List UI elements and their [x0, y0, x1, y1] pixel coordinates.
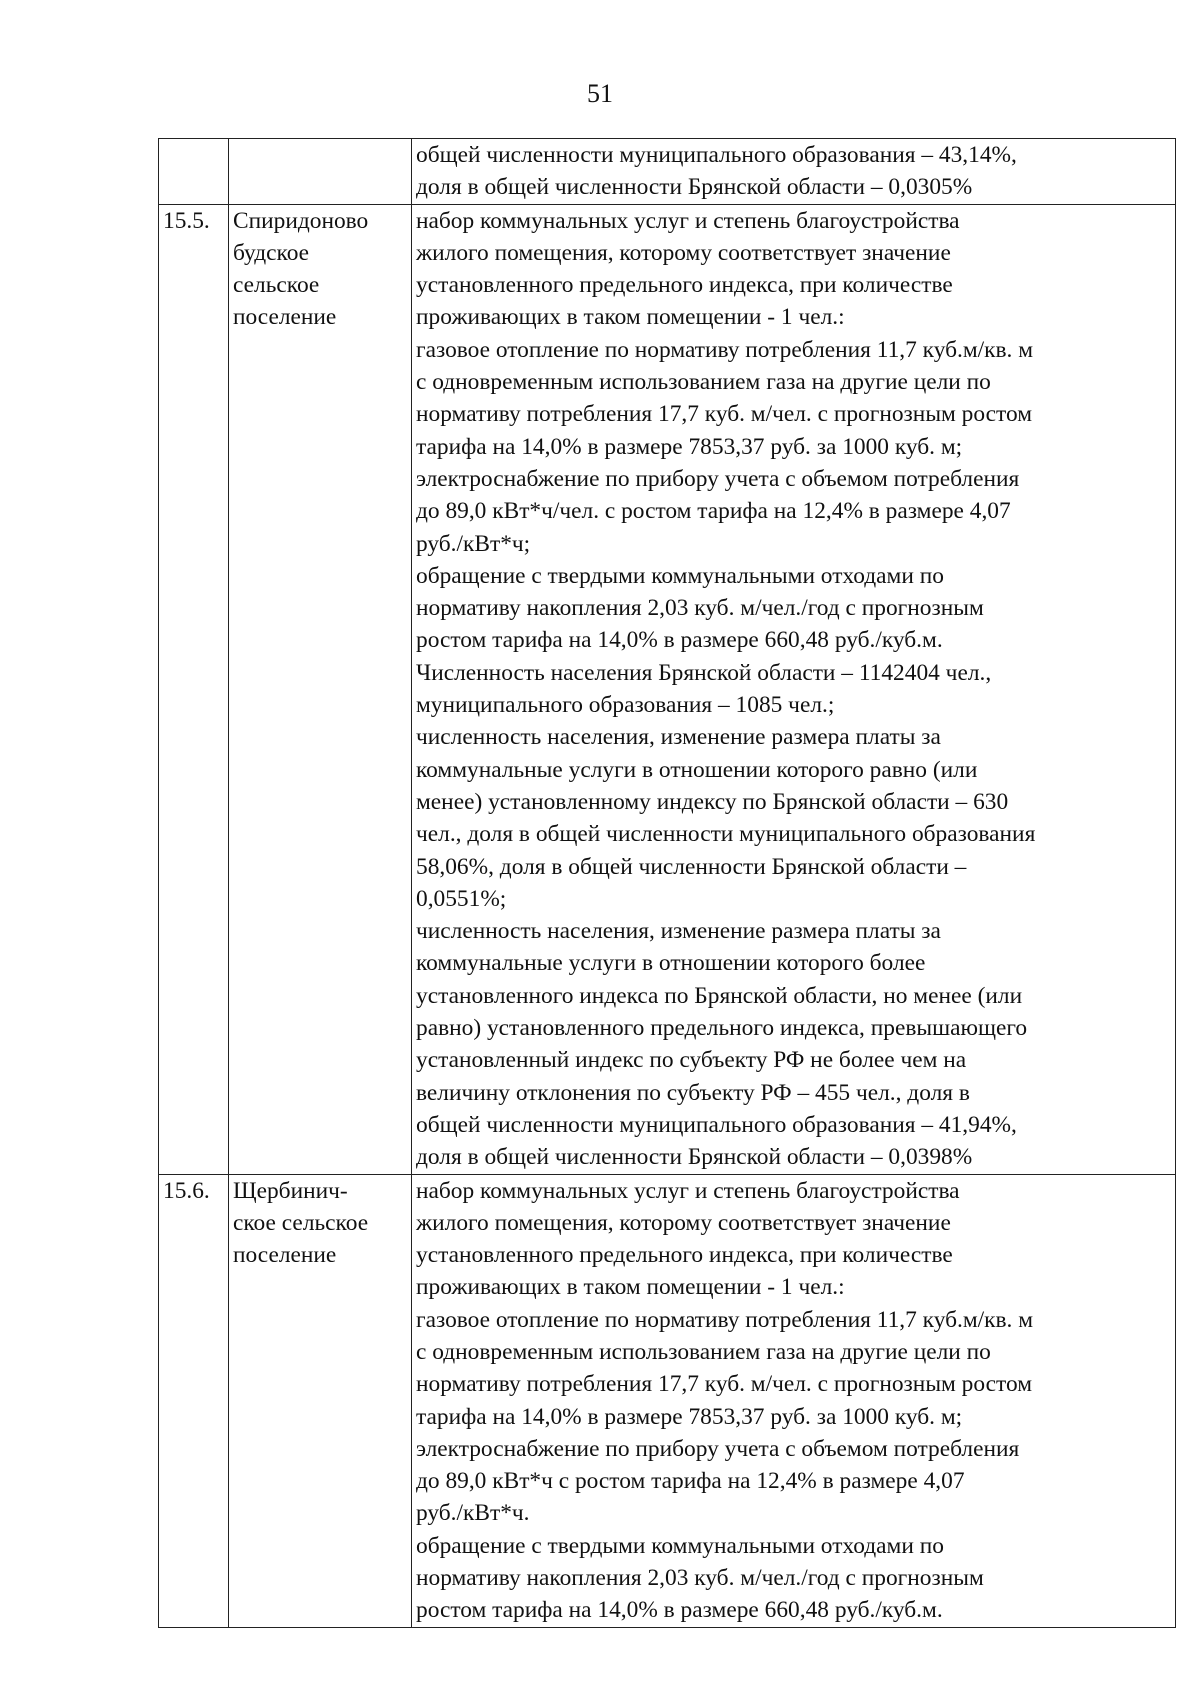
description-line: общей численности муниципального образования – 41,94%, — [416, 1111, 1017, 1138]
description-line: доля в общей численности Брянской области – 0,0305% — [416, 174, 973, 201]
description-line: жилого помещения, которому соответствует значение — [416, 1209, 951, 1236]
settlement-name-line: будское — [233, 239, 310, 266]
description-line: с одновременным использованием газа на другие цели по — [416, 1338, 991, 1365]
description-line: Численность населения Брянской области – 1142404 чел., — [416, 659, 992, 686]
description-line: проживающих в таком помещении - 1 чел.: — [416, 1274, 845, 1301]
description-line: электроснабжение по прибору учета с объемом потребления — [416, 1435, 1020, 1462]
settlement-name-line: ское сельское — [233, 1209, 369, 1236]
description-line: газовое отопление по нормативу потребления 11,7 куб.м/кв. м — [416, 1306, 1034, 1333]
settlement-name-cell — [229, 1174, 412, 1627]
description-line: общей численности муниципального образования – 43,14%, — [416, 142, 1017, 168]
description-line: установленный индекс по субъекту РФ не более чем на — [416, 1047, 967, 1074]
description-line: руб./кВт*ч. — [416, 1500, 530, 1527]
description-line: до 89,0 кВт*ч с ростом тарифа на 12,4% в размере 4,07 — [416, 1468, 965, 1495]
description-line: равно) установленного предельного индекса, превышающего — [416, 1015, 1028, 1042]
settlement-name-line: Спиридоново — [233, 207, 369, 234]
settlement-name-cell — [229, 139, 412, 205]
settlement-name-line: Щербинич- — [233, 1177, 348, 1204]
description-line: установленного предельного индекса, при количестве — [416, 272, 953, 299]
description-line: обращение с твердыми коммунальными отходами по — [416, 1532, 944, 1559]
description-line: ростом тарифа на 14,0% в размере 660,48 руб./куб.м. — [416, 627, 943, 654]
description-line: жилого помещения, которому соответствует значение — [416, 239, 951, 266]
settlement-name-cell — [229, 204, 412, 1174]
description-line: газовое отопление по нормативу потребления 11,7 куб.м/кв. м — [416, 336, 1034, 363]
settlement-name-line: сельское — [233, 272, 320, 299]
row-number: 15.5. — [163, 207, 210, 234]
description-line: нормативу потребления 17,7 куб. м/чел. с прогнозным ростом — [416, 1371, 1033, 1398]
settlement-name-line: поселение — [233, 304, 337, 331]
tariff-table — [158, 138, 1176, 1628]
description-cell — [412, 1174, 1176, 1627]
description-line: набор коммунальных услуг и степень благоустройства — [416, 207, 960, 234]
description-cell — [412, 204, 1176, 1174]
table-row — [159, 1174, 1176, 1627]
page-number: 51 — [587, 79, 613, 108]
description-line: коммунальные услуги в отношении которого равно (или — [416, 756, 978, 783]
description-line: коммунальные услуги в отношении которого более — [416, 950, 926, 977]
row-number-cell — [159, 204, 229, 1174]
description-line: набор коммунальных услуг и степень благоустройства — [416, 1177, 960, 1204]
description-line: проживающих в таком помещении - 1 чел.: — [416, 304, 845, 331]
description-line: обращение с твердыми коммунальными отходами по — [416, 562, 944, 589]
description-line: муниципального образования – 1085 чел.; — [416, 692, 835, 719]
description-line: электроснабжение по прибору учета с объемом потребления — [416, 465, 1020, 492]
description-line: доля в общей численности Брянской области – 0,0398% — [416, 1144, 973, 1171]
description-cell — [412, 139, 1176, 205]
description-line: величину отклонения по субъекту РФ – 455 чел., доля в — [416, 1079, 970, 1106]
description-line: численность населения, изменение размера платы за — [416, 724, 941, 751]
description-line: до 89,0 кВт*ч/чел. с ростом тарифа на 12,4% в размере 4,07 — [416, 498, 1011, 525]
description-line: ростом тарифа на 14,0% в размере 660,48 руб./куб.м. — [416, 1597, 943, 1624]
description-line: численность населения, изменение размера платы за — [416, 918, 941, 945]
table-row — [159, 139, 1176, 205]
tariff-table-body — [159, 139, 1176, 1628]
description-line: тарифа на 14,0% в размере 7853,37 руб. за 1000 куб. м; — [416, 433, 963, 460]
description-line: нормативу накопления 2,03 куб. м/чел./год с прогнозным — [416, 1565, 984, 1592]
description-line: установленного предельного индекса, при количестве — [416, 1242, 953, 1269]
description-line: нормативу потребления 17,7 куб. м/чел. с прогнозным ростом — [416, 401, 1033, 428]
row-number: 15.6. — [163, 1177, 210, 1204]
description-line: чел., доля в общей численности муниципального образования — [416, 821, 1036, 848]
description-line: менее) установленному индексу по Брянской области – 630 — [416, 788, 1009, 815]
description-line: тарифа на 14,0% в размере 7853,37 руб. за 1000 куб. м; — [416, 1403, 963, 1430]
description-line: установленного индекса по Брянской области, но менее (или — [416, 982, 1023, 1009]
description-line: нормативу накопления 2,03 куб. м/чел./год с прогнозным — [416, 595, 984, 622]
settlement-name-line: поселение — [233, 1242, 337, 1269]
row-number-cell — [159, 1174, 229, 1627]
description-line: руб./кВт*ч; — [416, 530, 531, 557]
description-line: с одновременным использованием газа на другие цели по — [416, 369, 991, 396]
row-number-cell — [159, 139, 229, 205]
table-row — [159, 204, 1176, 1174]
description-line: 58,06%, доля в общей численности Брянской области – — [416, 853, 967, 880]
description-line: 0,0551%; — [416, 885, 507, 912]
